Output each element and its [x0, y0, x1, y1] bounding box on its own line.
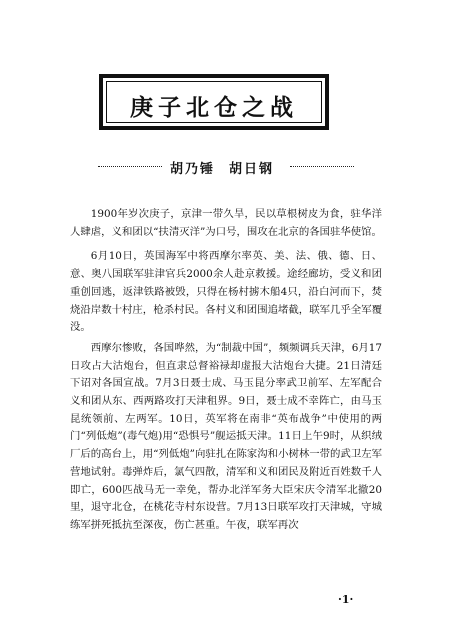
body-text	[70, 206, 382, 538]
paragraph: 1900年岁次庚子，京津一带久旱，民以草根树皮为食，驻华洋人肆虐，义和团以“扶清灭洋”为口号，围攻在北京的各国驻华使馆。	[70, 208, 382, 238]
author-rule-right	[290, 166, 354, 168]
paragraph: 6月10日，英国海军中将西摩尔率英、美、法、俄、德、日、意、奥八国联军驻津官兵2000余人赴京救援。途经廊坊，受义和团重创回逃，返津铁路被毁，只得在杨村掳木船4只，沿白河而下，焚烧沿岸数十村庄，枪杀村民。各村义和团围追堵截，联军几乎全军覆没。	[70, 250, 382, 334]
author-name: 胡日钢	[229, 162, 275, 177]
paragraph: 西摩尔惨败，各国哗然，为“制裁中国”，频频调兵天津，6月17日攻占大沽炮台，但直隶总督裕禄却虚报大沽炮台大捷。21日清廷下诏对各国宣战。7月3日聂士成、马玉昆分率武卫前军、左军配合义和团从东、西两路攻打天津租界。9日，聂士成不幸阵亡，由马玉昆统领前、左两军。10日，英军将在南非“英布战争”中使用的两门“列低炮”(毒气炮)用“恐惧号”舰运抵天津。11日上午9时，从织绒厂后的高台上，用“列低炮”向驻扎在陈家沟和小树林一带的武卫左军营地试射。毒弹炸后，氯气四散，清军和义和团民及附近百姓数千人即亡，600匹战马无一幸免，帮办北洋军务大臣宋庆令清军北撤20里，退守北仓，在桃花寺村东设营。7月13日联军攻打天津城，守城练军拼死抵抗至深夜，伤亡甚重。午夜，联军再次	[70, 341, 382, 531]
title-frame	[99, 74, 329, 130]
author-rule-left	[98, 166, 162, 168]
page-number: ·1·	[338, 593, 354, 606]
author-line	[170, 158, 274, 177]
author-name: 胡乃锤	[170, 162, 216, 177]
page-title: 庚子北仓之战	[130, 95, 298, 121]
